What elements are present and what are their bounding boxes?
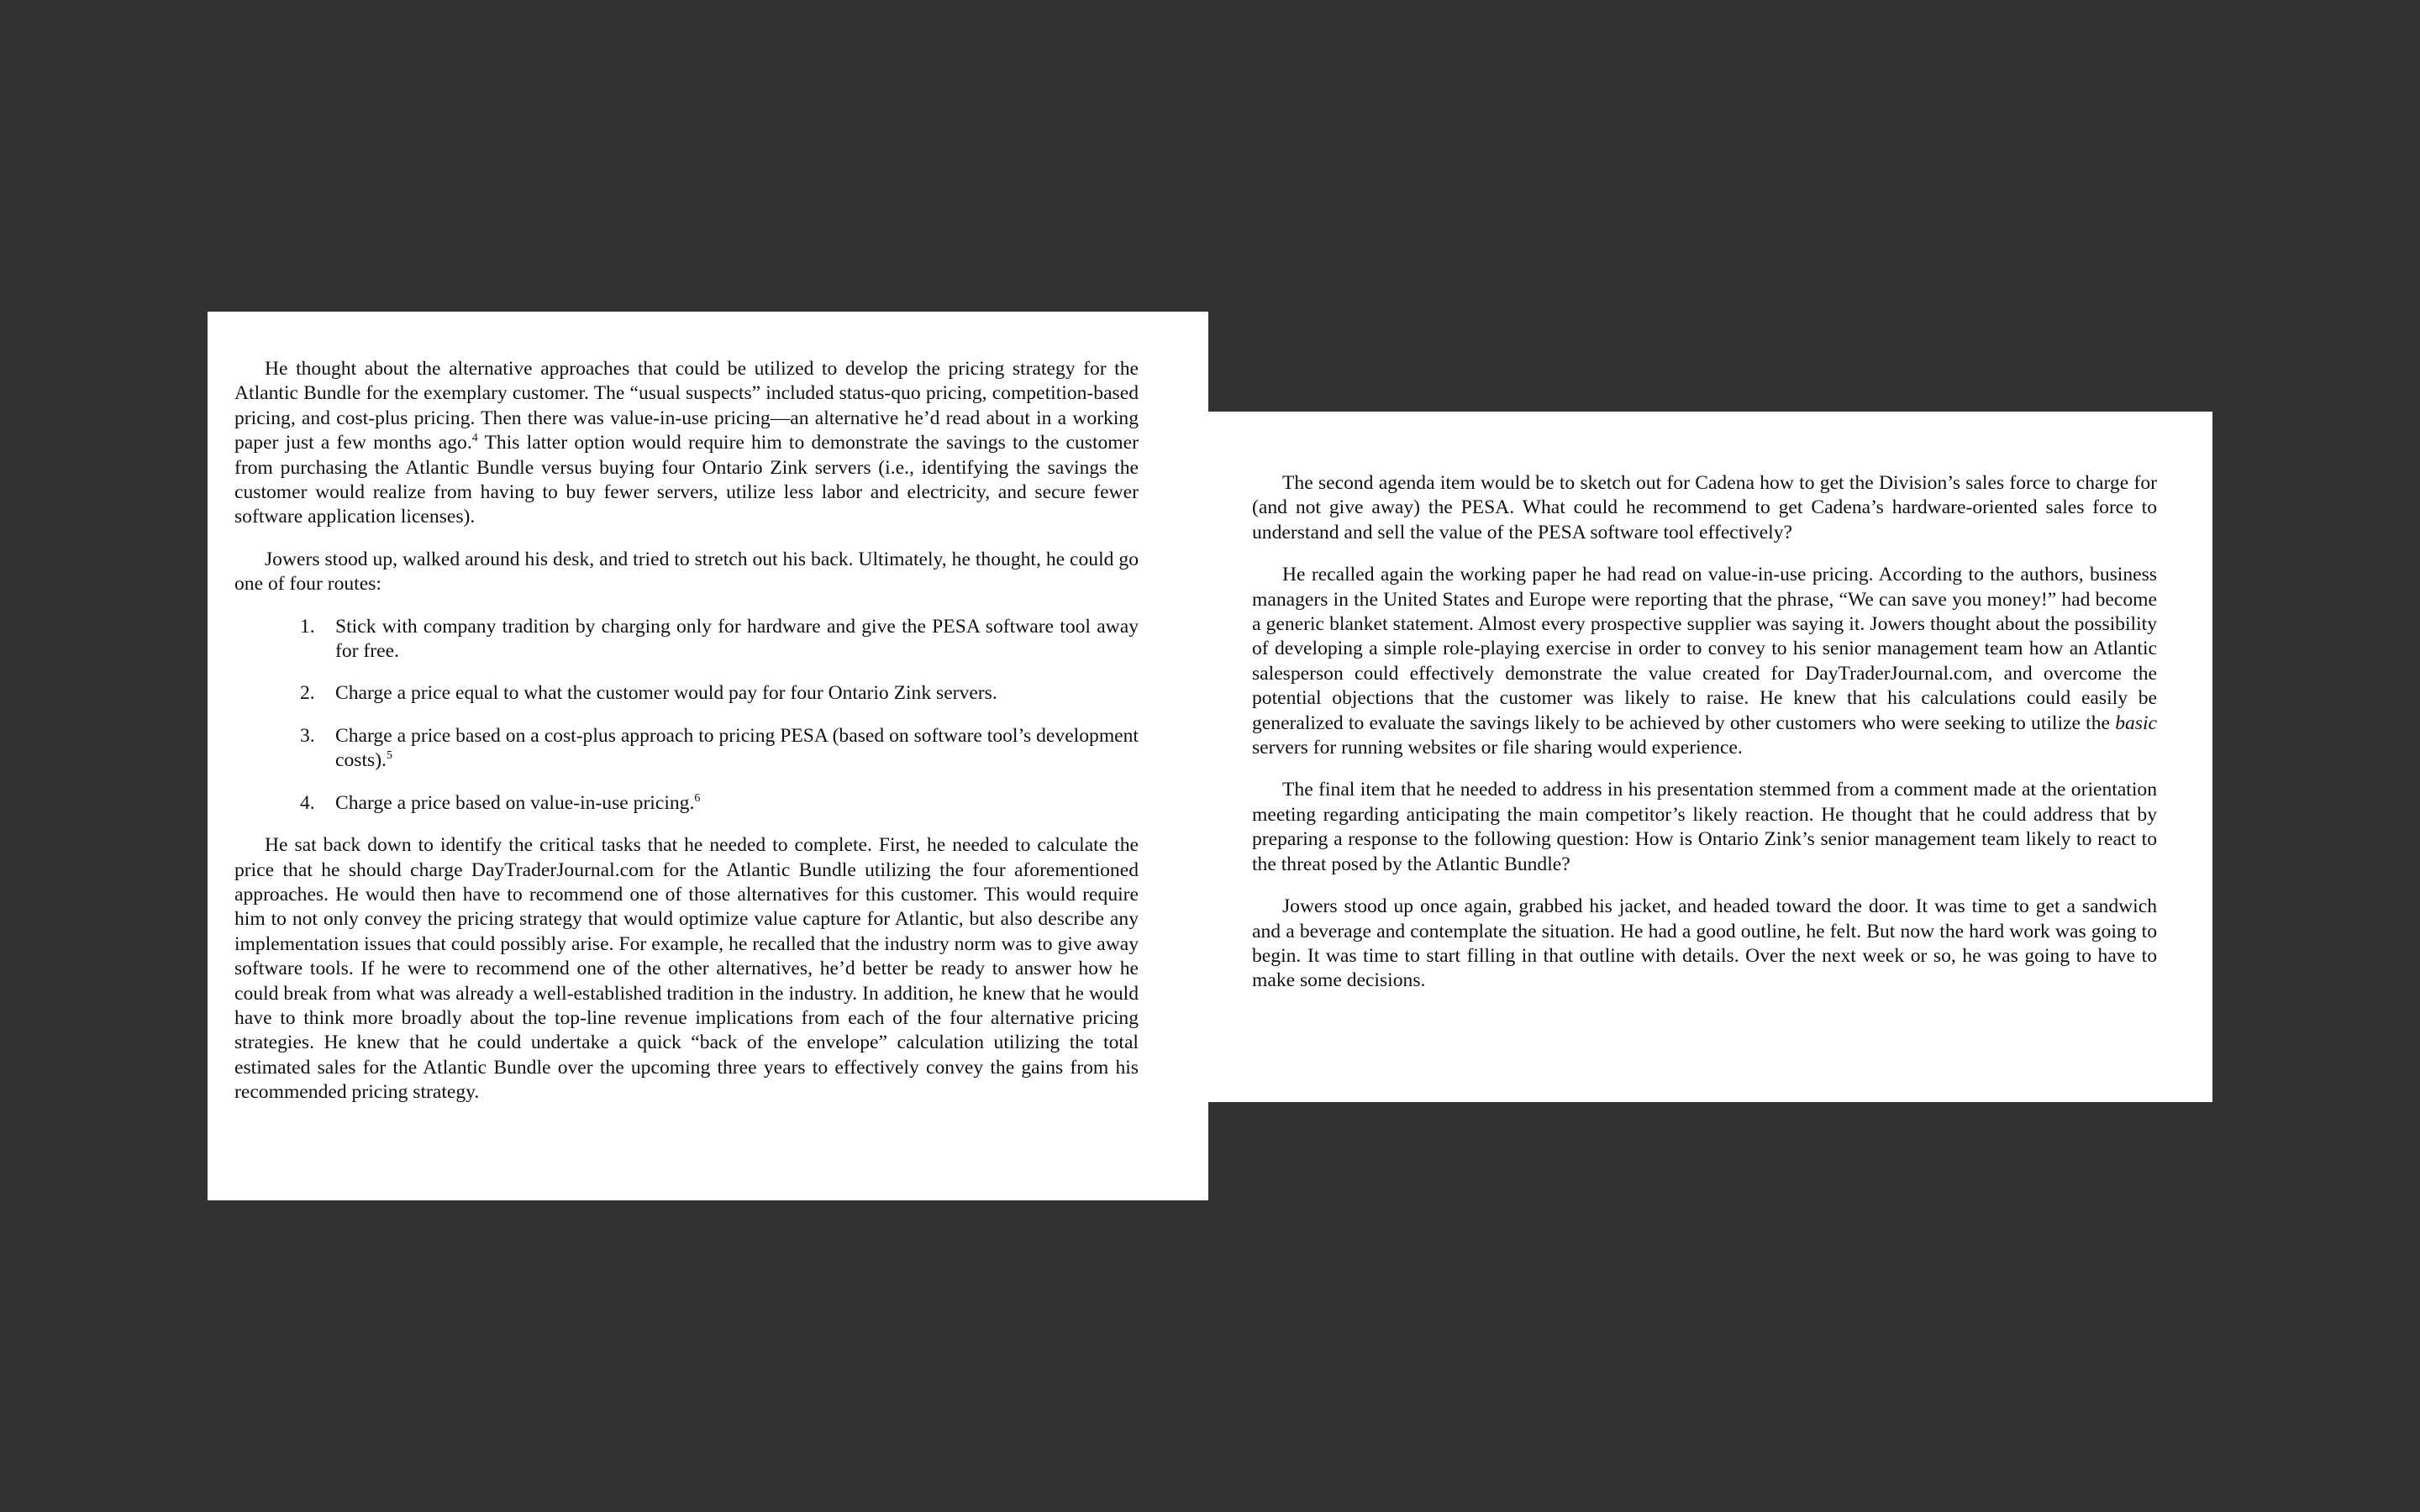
list-number: 4. xyxy=(300,791,315,814)
list-text: Stick with company tradition by charging only for hardware and give the PESA software tool away for free. xyxy=(335,615,1139,663)
text: servers for running websites or file sharing would experience. xyxy=(1252,737,1743,759)
list-text: Charge a price based on a cost-plus approach to pricing PESA (based on software tool’s development costs). xyxy=(335,724,1139,772)
list-number: 3. xyxy=(300,724,315,747)
paragraph-value-in-use xyxy=(1252,563,2157,760)
list-text: Charge a price based on value-in-use pricing. xyxy=(335,791,695,814)
text: He thought about the alternative approaches that could be utilized to develop the pricing strategy for the Atlantic Bundle for the exemplary customer. The “usual suspects” included status-quo pricing, competition-based pricing, and cost-plus pricing. Then there was value-in-use pricing—an alternative he’d read about in a working paper just a few months ago. xyxy=(234,358,1139,454)
list-item xyxy=(234,724,1139,774)
text: This latter option would require him to demonstrate the savings to the customer from purchasing the Atlantic Bundle versus buying four Ontario Zink servers (i.e., identifying the savings the customer would realize from having to buy fewer servers, utilize less labor and electricity, and secure fewer software application licenses). xyxy=(234,432,1139,528)
list-text: Charge a price equal to what the customer would pay for four Ontario Zink servers. xyxy=(335,682,997,705)
footnote-marker[interactable]: 5 xyxy=(386,749,392,763)
text: He recalled again the working paper he had read on value-in-use pricing. According to the authors, business managers in the United States and Europe were reporting that the phrase, “We can save you money!” had become a generic blanket statement. Almost every prospective supplier was saying it. Jowers thought about the possibility of developing a simple role-playing exercise in order to convey to his senior management team how an Atlantic salesperson could effectively demonstrate the value created for DayTraderJournal.com, and overcome the potential objections that the customer was likely to raise. He knew that his calculations could easily be generalized to evaluate the savings likely to be achieved by other customers who were seeking to utilize the xyxy=(1252,564,2157,734)
paragraph-pricing-approaches xyxy=(234,357,1139,530)
paragraph-competitor-reaction: The final item that he needed to address in his presentation stemmed from a comment made at the orientation meeting regarding anticipating the main competitor’s likely reaction. He thought that he could address that by preparing a response to the following question: How is Ontario Zink’s senior management team likely to react to the threat posed by the Atlantic Bundle? xyxy=(1252,779,2157,875)
paragraph-critical-tasks: He sat back down to identify the critical tasks that he needed to complete. First, he needed to calculate the price that he should charge DayTraderJournal.com for the Atlantic Bundle utilizing the four aforementioned approaches. He would then have to recommend one of those alternatives for this customer. This would require him to not only convey the pricing strategy that would optimize value capture for Atlantic, but also describe any implementation issues that could possibly arise. For example, he recalled that the industry norm was to give away software tools. If he were to recommend one of the other alternatives, he’d better be ready to answer how he could break from what was already a well-established tradition in the industry. In addition, he knew that he would have to think more broadly about the top-line revenue implications from each of the four alternative pricing strategies. He knew that he could undertake a quick “back of the envelope” calculation utilizing the total estimated sales for the Atlantic Bundle over the upcoming three years to effectively convey the gains from his recommended pricing strategy. xyxy=(234,834,1139,1104)
page-left xyxy=(208,312,1208,1200)
routes-list xyxy=(234,615,1139,816)
paragraph-closing: Jowers stood up once again, grabbed his jacket, and headed toward the door. It was time to get a sandwich and a beverage and contemplate the situation. He had a good outline, he felt. But now the hard work was going to begin. It was time to start filling in that outline with details. Over the next week or so, he was going to have to make some decisions. xyxy=(1252,895,2157,992)
emphasis-text: basic xyxy=(2115,711,2157,734)
list-item xyxy=(234,791,1139,816)
paragraph-second-agenda-item: The second agenda item would be to sketch out for Cadena how to get the Division’s sales force to charge for (and not give away) the PESA. What could he recommend to get Cadena’s hardware-oriented sales force to understand and sell the value of the PESA software tool effectively? xyxy=(1252,472,2157,543)
footnote-marker[interactable]: 4 xyxy=(471,432,478,445)
list-item xyxy=(234,681,1139,706)
list-number: 1. xyxy=(300,615,315,638)
list-item xyxy=(234,615,1139,664)
footnote-marker[interactable]: 6 xyxy=(694,791,701,805)
list-number: 2. xyxy=(300,682,315,705)
paragraph-four-routes-intro: Jowers stood up, walked around his desk, and tried to stretch out his back. Ultimately, he thought, he could go one of four routes: xyxy=(234,548,1139,596)
page-right xyxy=(1208,412,2212,1102)
